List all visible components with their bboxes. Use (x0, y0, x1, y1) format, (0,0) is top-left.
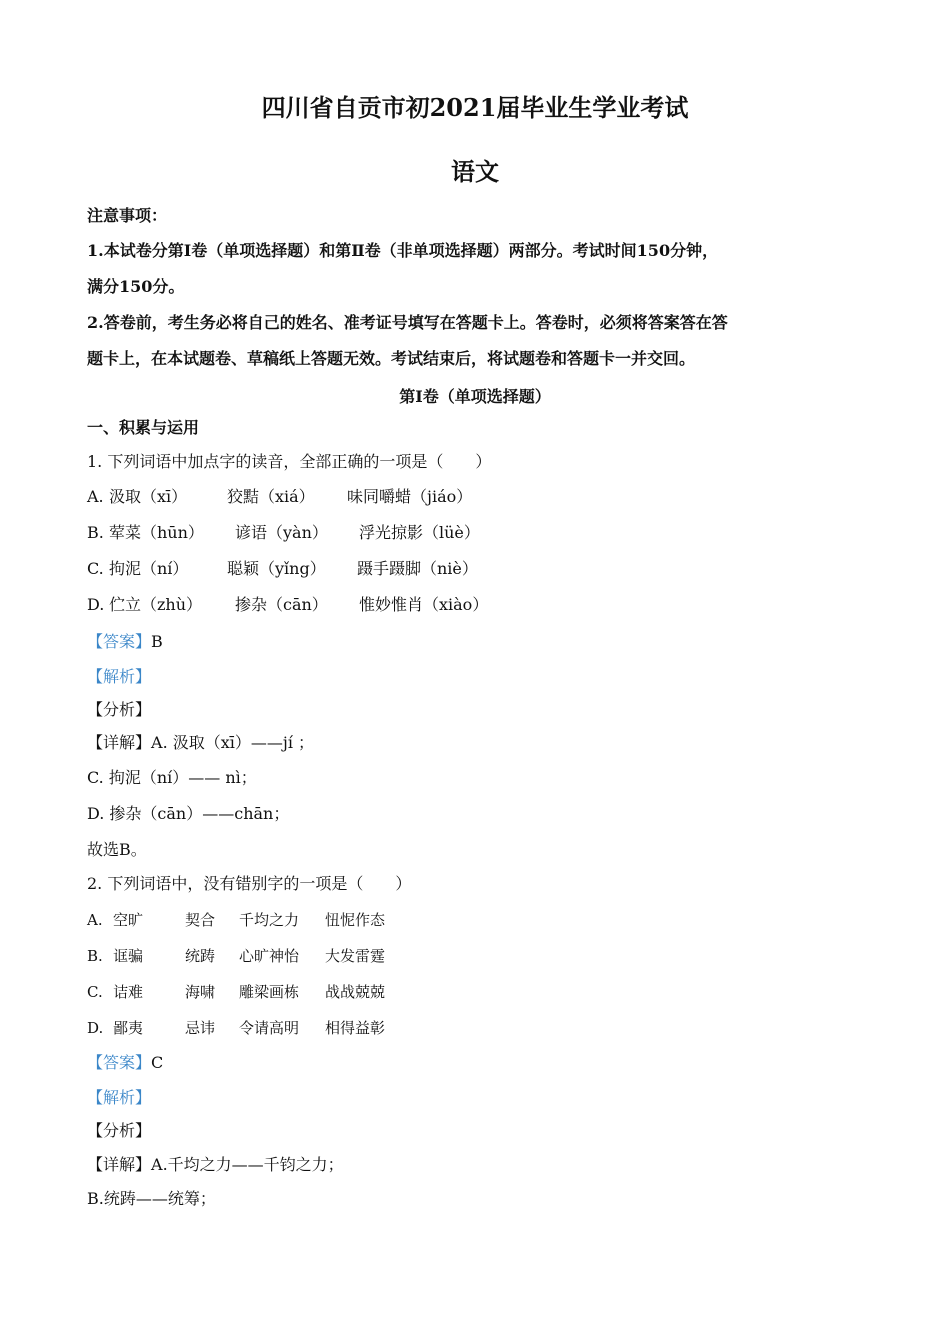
q2-option-c-word2: 海啸 (185, 983, 216, 1001)
q1-answer-tag: 【答案】 (87, 632, 152, 651)
q1-option-d-word1: 伫立（zhù） (109, 595, 203, 614)
q2-fenxi: 【分析】 (87, 1121, 152, 1140)
q1-detail-d: D. 掺杂（cān）——chān； (87, 804, 290, 823)
q1-fenxi: 【分析】 (87, 700, 152, 719)
notice-item1-line2: 满分150分。 (87, 277, 185, 296)
q1-option-c-word1: 拘泥（ní） (109, 559, 189, 578)
q1-option-a-word1: 汲取（xī） (109, 487, 188, 506)
q2-option-a-word1: 空旷 (113, 911, 144, 929)
q2-option-d-word2: 忌讳 (185, 1019, 216, 1037)
q2-option-d-word1: 鄙夷 (113, 1019, 144, 1037)
q2-detail-tag: 【详解】 (87, 1155, 152, 1174)
q1-answer-value: B (151, 632, 163, 651)
q1-option-a-letter: A. (87, 487, 104, 506)
q1-answer (87, 632, 163, 652)
q2-detail-a (87, 1155, 344, 1175)
q2-detail-b: B.统踌——统筹； (87, 1189, 216, 1208)
q2-option-b-letter: B. (87, 947, 103, 965)
q1-option-b-word1: 荤菜（hūn） (109, 523, 204, 542)
q2-stem: 2. 下列词语中，没有错别字的一项是（ ） (87, 874, 412, 893)
q2-option-b-word1: 诓骗 (113, 947, 144, 965)
q1-option-b-word3: 浮光掠影（lüè） (359, 523, 480, 542)
q2-analysis-tag: 【解析】 (87, 1088, 152, 1107)
q1-detail-a (87, 733, 314, 753)
q1-option-d-letter: D. (87, 595, 105, 614)
q2-option-c-word4: 战战兢兢 (325, 983, 386, 1001)
q1-option-c-word3: 蹑手蹑脚（niè） (357, 559, 478, 578)
part1-heading: 第Ⅰ卷（单项选择题） (399, 387, 551, 406)
q2-answer (87, 1053, 163, 1073)
q1-option-c-letter: C. (87, 559, 104, 578)
q1-option-b-letter: B. (87, 523, 104, 542)
q2-option-c-word3: 雕梁画栋 (239, 983, 300, 1001)
q1-detail-a-text: A. 汲取（xī）——jí ； (151, 733, 315, 752)
q1-conclusion: 故选B。 (87, 840, 147, 859)
q1-detail-tag: 【详解】 (87, 733, 152, 752)
q1-detail-c: C. 拘泥（ní）—— nì； (87, 768, 257, 787)
q2-option-a-word3: 千均之力 (239, 911, 300, 929)
q2-option-d-letter: D. (87, 1019, 104, 1037)
q1-option-a-word2: 狡黠（xiá） (227, 487, 315, 506)
notice-item2-line2: 题卡上，在本试题卷、草稿纸上答题无效。考试结束后，将试题卷和答题卡一并交回。 (87, 349, 696, 368)
q2-answer-tag: 【答案】 (87, 1053, 152, 1072)
q2-option-c-letter: C. (87, 983, 103, 1001)
q2-option-a-word4: 忸怩作态 (325, 911, 386, 929)
q2-option-a-word2: 契合 (185, 911, 216, 929)
subject-title: 语文 (451, 157, 499, 186)
q2-option-a-letter: A. (87, 911, 103, 929)
q2-answer-value: C (151, 1053, 164, 1072)
notice-item2-line1: 2.答卷前，考生务必将自己的姓名、准考证号填写在答题卡上。答卷时，必须将答案答在答 (87, 313, 728, 332)
exam-title: 四川省自贡市初2021届毕业生学业考试 (261, 93, 689, 122)
q2-option-c-word1: 诘难 (113, 983, 144, 1001)
q2-option-d-word4: 相得益彰 (325, 1019, 386, 1037)
notice-heading: 注意事项： (87, 206, 168, 225)
section1-heading: 一、积累与运用 (87, 418, 200, 437)
q1-option-a-word3: 味同嚼蜡（jiáo） (347, 487, 473, 506)
q2-detail-a-text: A.千均之力——千钧之力； (151, 1155, 344, 1174)
q1-stem: 1. 下列词语中加点字的读音，全部正确的一项是（ ） (87, 452, 492, 471)
q1-option-b-word2: 谚语（yàn） (235, 523, 328, 542)
q2-option-b-word4: 大发雷霆 (325, 947, 386, 965)
q1-option-d-word2: 掺杂（cān） (235, 595, 328, 614)
q1-option-d-word3: 惟妙惟肖（xiào） (359, 595, 489, 614)
q2-option-d-word3: 令请高明 (239, 1019, 300, 1037)
q2-option-b-word3: 心旷神怡 (239, 947, 300, 965)
q1-analysis-tag: 【解析】 (87, 667, 152, 686)
q2-option-b-word2: 统踌 (185, 947, 216, 965)
notice-item1-line1: 1.本试卷分第Ⅰ卷（单项选择题）和第Ⅱ卷（非单项选择题）两部分。考试时间150分钟， (87, 241, 719, 260)
q1-option-c-word2: 聪颖（yǐng） (227, 559, 326, 578)
